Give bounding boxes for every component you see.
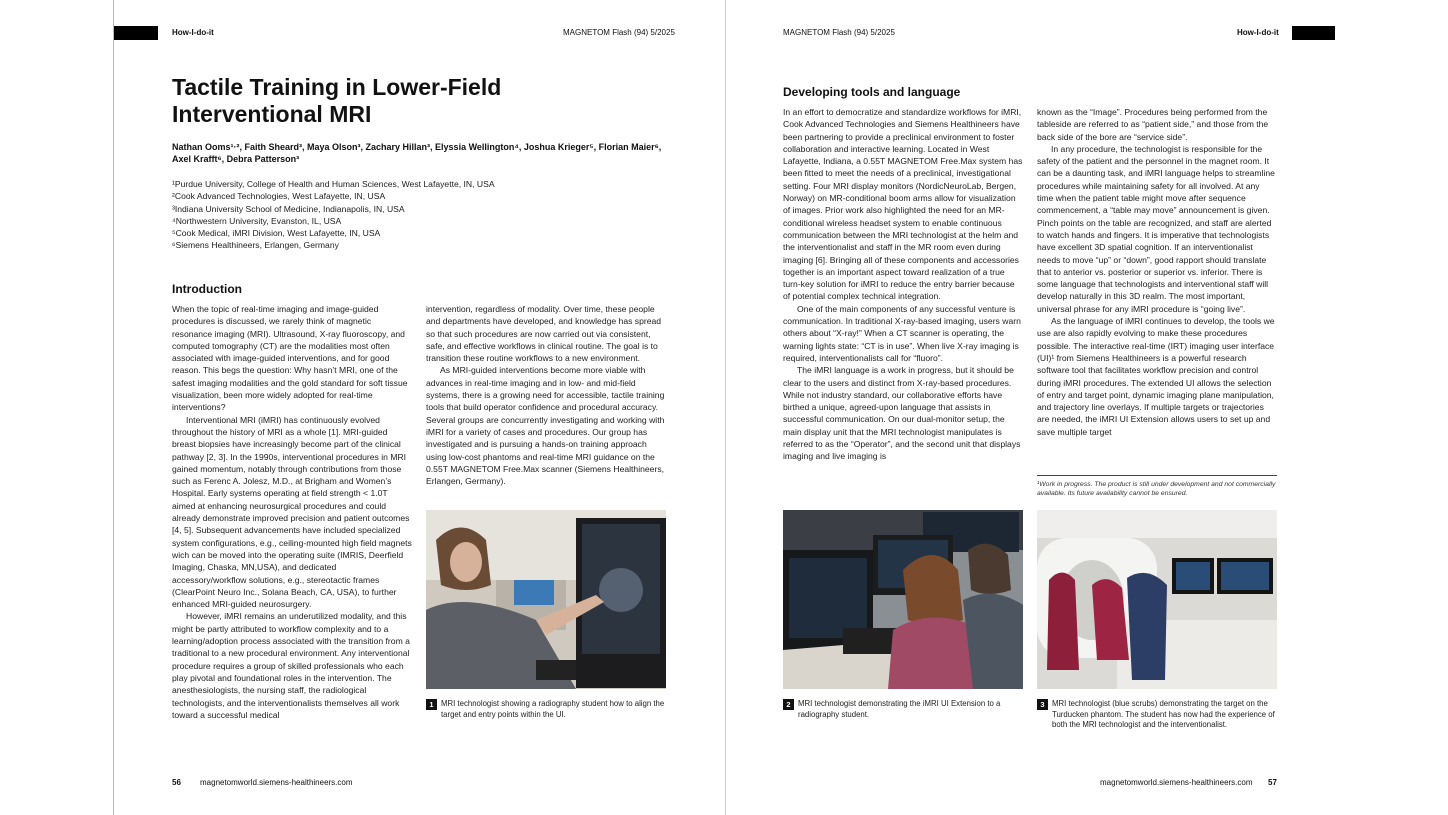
figure-number-badge: 1 bbox=[426, 699, 437, 710]
paragraph: When the topic of real-time imaging and image-guided procedures is discussed, we rarely think of magnetic resonance imaging (MRI). Ultrasound, X-ray fluoroscopy, and computed tomography (CT) are the modalities most often associated with image-guided interventions, and for good reason. This begs the question: Why hasn’t MRI, one of the safest imaging modalities and the gold standard for soft tissue visualization, been more widely adopted for real-time interventions? bbox=[172, 304, 408, 413]
affiliation: ⁴Northwestern University, Evanston, IL, USA bbox=[172, 215, 342, 226]
section-label-left: How-I-do-it bbox=[172, 28, 214, 37]
figure-2-photo bbox=[783, 510, 1023, 689]
paragraph: In any procedure, the technologist is responsible for the safety of the patient and the personnel in the magnet room. It can be a daunting task, and iMRI language helps to streamline procedures while maintaining safety for all involved. At any time when the patient table might move after sequence commencement, a “table may move” announcement is given. Pinch points on the table are recognized, and staff are alerted to watch hands and fingers. It is imperative that technologists have excellent 3D spatial cognition. If an interventionalist needs to move “up” or “down”, good rapport should translate that to anterior vs. posterior or superior vs. inferior. There is some language that technologists and interventional staff will develop naturally in this 3D realm. The most important, universal phrase for any iMRI procedure is “going live”. bbox=[1037, 143, 1275, 314]
caption-text: MRI technologist showing a radiography student how to align the target and entry points within the UI. bbox=[441, 699, 665, 719]
issue-label-right: MAGNETOM Flash (94) 5/2025 bbox=[783, 28, 895, 37]
paragraph: Interventional MRI (iMRI) has continuously evolved throughout the history of MRI as a whole [1]. MRI-guided breast biopsies have increasingly become part of the clinical pathway [2, 3]. In the 1990s, interventional procedures in MRI gained momentum, notably through contributions from those such as Ferenc A. Jolesz, M.D., at Brigham and Women’s Hospital. Early systems operating at field strength < 1.0T aimed at enhancing neurosurgical procedures and could already demonstrate improved precision and patient outcomes [4, 5]. Subsequent advancements have included specialized system configurations, e.g., ceiling-mounted high field magnets wich can be moved into the operating suite (IMRIS, Deerfield Imaging, Chaska, MN,USA), and dedicated accessory/workflow solutions, e.g., stereotactic frames (ClearPoint Neuro Inc., Solana Beach, CA, USA), to further enhanced MRI-guided neurosurgery. bbox=[172, 414, 412, 610]
page-number-right: 57 bbox=[1268, 778, 1277, 787]
photo-technologist-student bbox=[426, 510, 666, 689]
tools-column-2 bbox=[1037, 106, 1277, 438]
intro-column-1 bbox=[172, 303, 412, 721]
footer-url-left[interactable]: magnetomworld.siemens-healthineers.com bbox=[200, 778, 353, 787]
article-title bbox=[172, 74, 592, 128]
paragraph: The iMRI language is a work in progress, but it should be clear to the users and distinct from X-ray-based procedures. While not industry standard, our collaborative efforts have birthed a unique, agreed-upon language that assists in successful communication. On our dual-monitor setup, the main display unit that the MRI technologist manipulates is referred to as the “Operator”, and the second unit that displays imaging and live imaging is bbox=[783, 365, 1021, 462]
figure-1-caption bbox=[426, 699, 666, 723]
title-line-1: Tactile Training in Lower-Field bbox=[172, 74, 502, 100]
caption-text: MRI technologist (blue scrubs) demonstrating the target on the Turducken phantom. The student has now had the experience of both the MRI technologist and the interventionalist. bbox=[1052, 699, 1275, 729]
title-line-2: Interventional MRI bbox=[172, 101, 372, 127]
figure-number-badge: 2 bbox=[783, 699, 794, 710]
page-number-left: 56 bbox=[172, 778, 181, 787]
section-label-right: How-I-do-it bbox=[1237, 28, 1279, 37]
figure-3-photo bbox=[1037, 510, 1277, 689]
photo-turducken-phantom bbox=[1037, 510, 1277, 689]
affiliation: ³Indiana University School of Medicine, Indianapolis, IN, USA bbox=[172, 203, 405, 214]
footer-url-right[interactable]: magnetomworld.siemens-healthineers.com bbox=[1100, 778, 1253, 787]
paragraph: known as the “Image”. Procedures being performed from the tableside are referred to as “patient side,” and those from the back side of the bore are “service side”. bbox=[1037, 107, 1269, 142]
figure-number-badge: 3 bbox=[1037, 699, 1048, 710]
photo-iMRI-ui-demo bbox=[783, 510, 1023, 689]
affiliation: ⁶Siemens Healthineers, Erlangen, Germany bbox=[172, 240, 339, 251]
paragraph: However, iMRI remains an underutilized modality, and this might be partly attributed to workflow complexity and to a learning/adoption process associated with the transition from a traditional to a new procedural environment. Any interventional procedure requires a group of skilled professionals who each play pivotal and foundational roles in the intervention. The anesthesiologists, the nursing staff, the radiological technologists, and the interventionalists themselves all work toward a successful medical bbox=[172, 611, 410, 720]
issue-label-left: MAGNETOM Flash (94) 5/2025 bbox=[563, 28, 675, 37]
affiliation: ¹Purdue University, College of Health and Human Sciences, West Lafayette, IN, USA bbox=[172, 179, 495, 189]
figure-1-photo bbox=[426, 510, 666, 689]
tools-column-1 bbox=[783, 106, 1023, 463]
footnote: ¹Work in progress. The product is still under development and not commercially available. Its future availability cannot be ensured. bbox=[1037, 481, 1276, 498]
paragraph: As MRI-guided interventions become more viable with advances in real-time imaging and in low- and mid-field systems, there is a growing need for accessible, tactile training tools that build operator confidence and procedural accuracy. Several groups are concurrently investigating and working with iMRI for a variety of cases and procedures. Our group has investigated and is pursuing a hands-on training approach using low-cost phantoms and real-time MRI guidance on the 0.55T MAGNETOM Free.Max scanner (Siemens Healthineers, Erlangen, Germany). bbox=[426, 365, 665, 487]
authors-line-1: Nathan Ooms¹·², Faith Sheard³, Maya Olson³, Zachary Hillan³, Elyssia Wellington⁴, Joshua Krieger⁵, Florian Maier⁶, bbox=[172, 142, 662, 152]
affiliation: ⁵Cook Medical, iMRI Division, West Lafayette, IN, USA bbox=[172, 228, 381, 239]
header-bar-right bbox=[1292, 26, 1335, 40]
affiliations bbox=[172, 178, 652, 252]
paragraph: intervention, regardless of modality. Over time, these people and departments have developed, and knowledge has spread so that such procedures are now carried out via consistent, safe, and effective workflows in clinical routine. The goal is to transition these routine workflows to a new environment. bbox=[426, 304, 662, 364]
figure-2-caption bbox=[783, 699, 1023, 723]
spread-margin-right bbox=[1335, 0, 1448, 815]
figure-3-caption bbox=[1037, 699, 1277, 733]
introduction-heading: Introduction bbox=[172, 282, 242, 296]
author-list bbox=[172, 141, 672, 166]
footnote-divider bbox=[1037, 475, 1277, 476]
affiliation: ²Cook Advanced Technologies, West Lafayette, IN, USA bbox=[172, 191, 386, 202]
tools-heading: Developing tools and language bbox=[783, 85, 961, 99]
authors-line-2: Axel Krafft⁶, Debra Patterson³ bbox=[172, 154, 300, 165]
paragraph: As the language of iMRI continues to develop, the tools we use are also rapidly evolving to make these procedures possible. The interactive real-time (IRT) imaging user interface (UI)¹ from Siemens Healthineers is a powerful research software tool that facilitates workflow precision and control during iMRI procedures. The extended UI allows the selection of entry and target point, dynamic imaging plane manipulation, and trajectory line overlays. If multiple targets or trajectories are needed, the iMRI UI Extension allows users to set up and save multiple target bbox=[1037, 316, 1275, 437]
spread-margin-left bbox=[0, 0, 113, 815]
intro-column-2 bbox=[426, 303, 666, 487]
paragraph: One of the main components of any successful venture is communication. In traditional X-ray-based imaging, users warn others about “X-ray!” When a CT scanner is operating, the warning lights state: “CT is in use”. When live X-ray imaging is required, interventionalists call for “fluoro”. bbox=[783, 303, 1021, 363]
caption-text: MRI technologist demonstrating the iMRI UI Extension to a radiography student. bbox=[798, 699, 1001, 719]
paragraph: In an effort to democratize and standardize workflows for iMRI, Cook Advanced Technologies and Siemens Healthineers have been partnering to provide a preclinical environment to foster collaboration and interactive learning. Located in West Lafayette, Indiana, a 0.55T MAGNETOM Free.Max system has been fitted to meet the needs of a preclinical, investigational setting. Four MRI display monitors (NordicNeuroLab, Bergen, Norway) on MR-conditional boom arms allow for visualization of images. Prior work also highlighted the need for an MR-conditional wireless headset system to enable continuous communication between the MRI technologist at the helm and the interventionalist and staff in the MR room even during imaging [6]. Bringing all of these components and accessories together is an important aspect toward realization of a true turn-key solution for iMRI to reduce the entry barrier because of potential complex technical integration. bbox=[783, 107, 1023, 302]
header-bar-left bbox=[114, 26, 158, 40]
